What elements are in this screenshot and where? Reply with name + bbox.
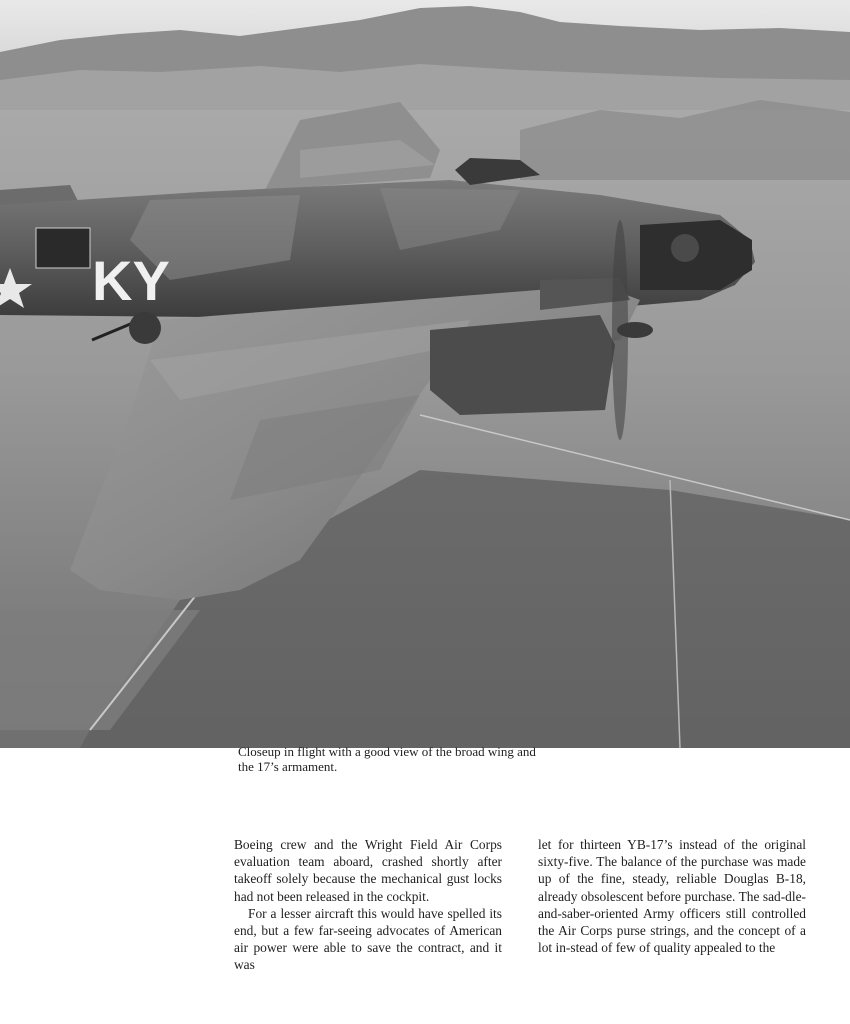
photo-caption bbox=[238, 744, 638, 774]
text-column-left bbox=[234, 836, 502, 974]
caption-line-1: Closeup in flight with a good view of the broad wing and bbox=[238, 744, 536, 759]
fuselage-code-text: KY bbox=[92, 249, 170, 312]
right-paragraph-1: let for thirteen YB-17’s instead of the original sixty-five. The balance of the purchase was made up of the fine, steady, reliable Douglas B-18, already obsolescent before purchase. The sad-dle-and-saber-oriented Army officers still controlled the Air Corps purse strings, and the concept of a lot in-stead of few of quality appealed to the bbox=[538, 837, 806, 956]
caption-line-2: the 17’s armament. bbox=[238, 759, 338, 774]
text-column-right bbox=[538, 836, 806, 956]
left-paragraph-1: Boeing crew and the Wright Field Air Corps evaluation team aboard, crashed shortly after takeoff solely because the mechanical gust locks had not been released in the cockpit. bbox=[234, 837, 502, 904]
left-paragraph-2: For a lesser aircraft this would have spelled its end, but a few far-seeing advocates of American air power were able to save the contract, and it was bbox=[234, 905, 502, 973]
